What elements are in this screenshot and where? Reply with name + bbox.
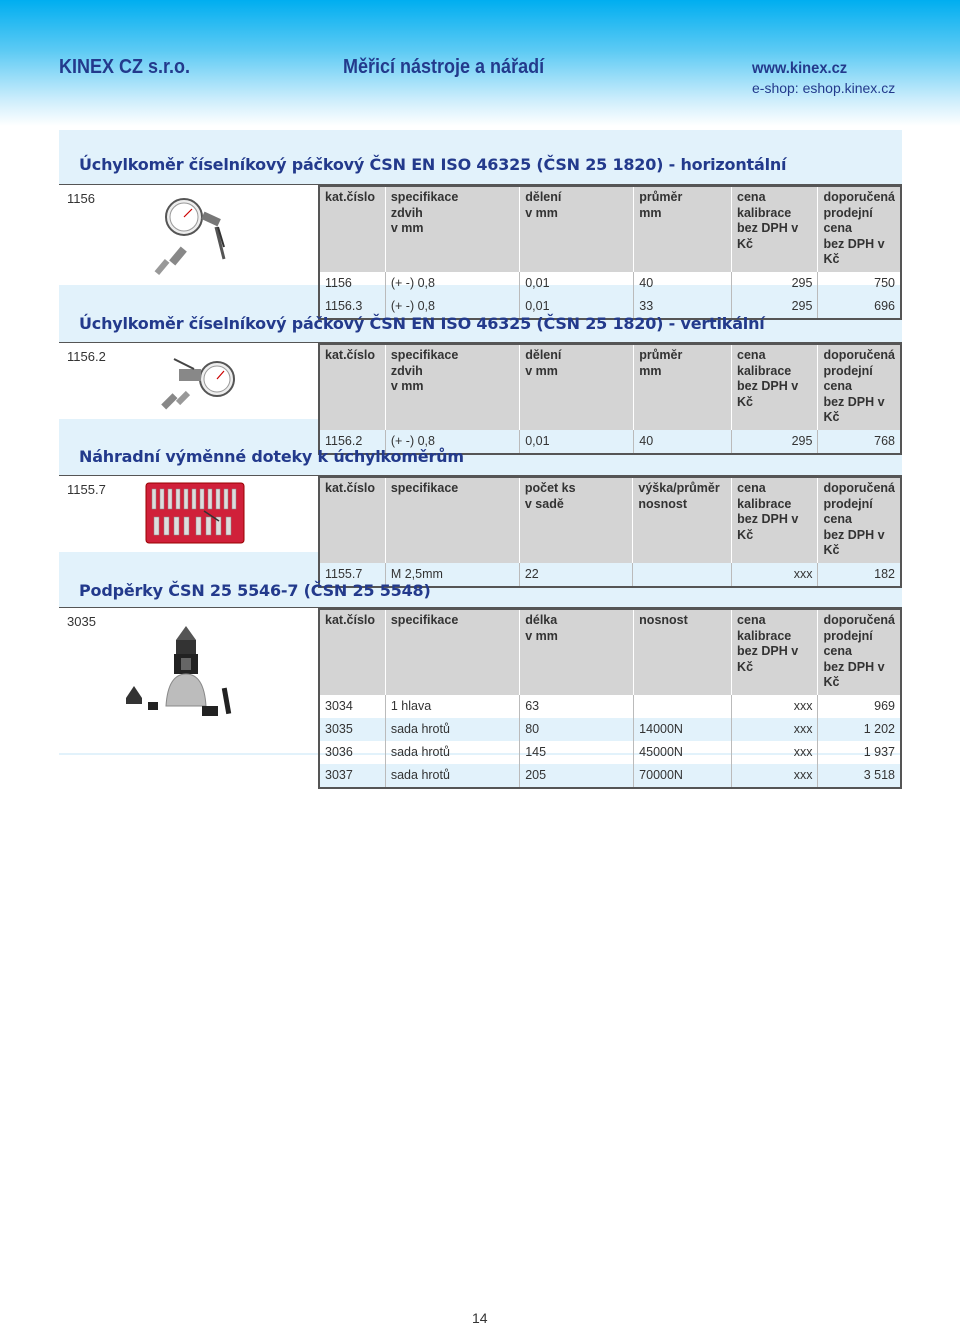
col-header-catalog: kat.číslo: [319, 344, 385, 430]
product-block-3035: [59, 607, 902, 782]
cell-spec: (+ -) 0,8: [385, 430, 519, 454]
table-header-row: [319, 609, 901, 695]
table-row: [319, 718, 901, 741]
cell-count: 22: [519, 563, 633, 587]
item-number: 1156.2: [67, 349, 106, 364]
col-header-catalog: kat.číslo: [319, 477, 385, 563]
contact-points-set-image: [144, 481, 246, 545]
cell-capacity: 14000N: [634, 718, 732, 741]
cell-catalog: 1155.7: [325, 566, 363, 581]
cell-calibration: xxx: [732, 764, 818, 788]
dial-indicator-vertical-image: [154, 351, 289, 416]
company-name: KINEX CZ s.r.o.: [59, 56, 191, 78]
col-header-price: doporučená prodejní cena bez DPH v Kč: [818, 609, 901, 695]
table-row: [319, 764, 901, 788]
cell-catalog: 3034: [325, 698, 353, 713]
spec-table-1156: [318, 185, 902, 320]
cell-catalog: 3035: [319, 718, 385, 741]
section-title-replacement-tips: Náhradní výměnné doteky k úchylkoměrům: [79, 447, 464, 466]
cell-diameter: 40: [634, 272, 732, 295]
cell-spec: M 2,5mm: [385, 563, 519, 587]
cell-length: 205: [520, 764, 634, 788]
col-header-price: doporučená prodejní cena bez DPH v Kč: [818, 186, 901, 272]
product-block-1156: [59, 184, 902, 313]
cell-spec: sada hrotů: [385, 718, 519, 741]
cell-price: 696: [818, 295, 901, 319]
cell-division: 0,01: [520, 295, 634, 319]
col-header-calibration: cena kalibrace bez DPH v Kč: [732, 344, 818, 430]
page-header: [0, 0, 960, 126]
product-block-1155-7: [59, 475, 902, 581]
cell-length: 80: [520, 718, 634, 741]
col-header-count: počet ks v sadě: [519, 477, 633, 563]
spec-table-1155-7: [318, 476, 902, 588]
product-block-1156-2: [59, 342, 902, 448]
col-header-calibration: cena kalibrace bez DPH v Kč: [732, 186, 818, 272]
col-header-height: výška/průměr nosnost: [633, 477, 732, 563]
cell-price: 182: [818, 563, 901, 587]
col-header-price: doporučená prodejní cena bez DPH v Kč: [818, 477, 901, 563]
table-header-row: [319, 344, 901, 430]
col-header-diameter: průměr mm: [634, 186, 732, 272]
col-header-price: doporučená prodejní cena bez DPH v Kč: [818, 344, 901, 430]
col-header-calibration: cena kalibrace bez DPH v Kč: [732, 477, 818, 563]
col-header-calibration: cena kalibrace bez DPH v Kč: [732, 609, 818, 695]
cell-height: [633, 563, 732, 587]
cell-price: 969: [818, 695, 901, 718]
cell-calibration: 295: [732, 295, 818, 319]
col-header-catalog: kat.číslo: [319, 609, 385, 695]
cell-calibration: xxx: [732, 695, 818, 718]
dial-indicator-horizontal-image: [154, 197, 289, 282]
cell-price: 750: [818, 272, 901, 295]
cell-catalog: 3036: [325, 744, 353, 759]
cell-catalog: 1156.3: [319, 295, 385, 319]
cell-length: 145: [520, 741, 634, 764]
col-header-division: dělení v mm: [520, 186, 634, 272]
company-tagline: Měřicí nástroje a nářadí: [343, 56, 545, 78]
cell-diameter: 33: [634, 295, 732, 319]
col-header-capacity: nosnost: [634, 609, 732, 695]
cell-price: 3 518: [818, 764, 901, 788]
table-row: [319, 272, 901, 295]
cell-catalog: 3037: [319, 764, 385, 788]
support-jack-image: [124, 626, 239, 721]
item-number: 1156: [67, 191, 95, 206]
col-header-division: dělení v mm: [520, 344, 634, 430]
cell-calibration: 295: [732, 430, 818, 454]
item-number: 3035: [67, 614, 96, 629]
table-header-row: [319, 477, 901, 563]
eshop-link[interactable]: e-shop: eshop.kinex.cz: [752, 80, 896, 96]
section-title-horizontal: Úchylkoměr číselníkový páčkový ČSN EN ISO 46325 (ČSN 25 1820) - horizontální: [79, 155, 787, 174]
col-header-diameter: průměr mm: [634, 344, 732, 430]
table-row: [319, 695, 901, 718]
table-row: [319, 741, 901, 764]
cell-calibration: xxx: [732, 741, 818, 764]
col-header-spec: specifikace zdvih v mm: [385, 186, 519, 272]
cell-catalog: 1156.2: [325, 433, 363, 448]
col-header-catalog: kat.číslo: [319, 186, 385, 272]
cell-diameter: 40: [634, 430, 732, 454]
spec-table-1156-2: [318, 343, 902, 455]
cell-spec: sada hrotů: [385, 764, 519, 788]
col-header-spec: specifikace: [385, 477, 519, 563]
cell-spec: sada hrotů: [385, 741, 519, 764]
spec-table-3035: [318, 608, 902, 789]
cell-price: 768: [818, 430, 901, 454]
cell-capacity: 45000N: [634, 741, 732, 764]
cell-capacity: 70000N: [634, 764, 732, 788]
cell-calibration: xxx: [732, 718, 818, 741]
section-title-vertical: Úchylkoměr číselníkový páčkový ČSN EN ISO 46325 (ČSN 25 1820) - vertikální: [79, 314, 765, 333]
cell-calibration: xxx: [732, 563, 818, 587]
table-header-row: [319, 186, 901, 272]
section-title-supports: Podpěrky ČSN 25 5546-7 (ČSN 25 5548): [79, 581, 431, 600]
cell-length: 63: [520, 695, 634, 718]
cell-price: 1 202: [818, 718, 901, 741]
col-header-spec: specifikace: [385, 609, 519, 695]
website-link[interactable]: www.kinex.cz: [752, 60, 848, 77]
col-header-length: délka v mm: [520, 609, 634, 695]
cell-division: 0,01: [520, 272, 634, 295]
item-number: 1155.7: [67, 482, 106, 497]
cell-spec: (+ -) 0,8: [385, 295, 519, 319]
cell-capacity: [634, 695, 732, 718]
cell-price: 1 937: [818, 741, 901, 764]
cell-division: 0,01: [520, 430, 634, 454]
cell-calibration: 295: [732, 272, 818, 295]
cell-spec: (+ -) 0,8: [385, 272, 519, 295]
cell-spec: 1 hlava: [385, 695, 519, 718]
page-number: 14: [472, 1310, 488, 1326]
cell-catalog: 1156: [325, 275, 352, 290]
col-header-spec: specifikace zdvih v mm: [385, 344, 519, 430]
